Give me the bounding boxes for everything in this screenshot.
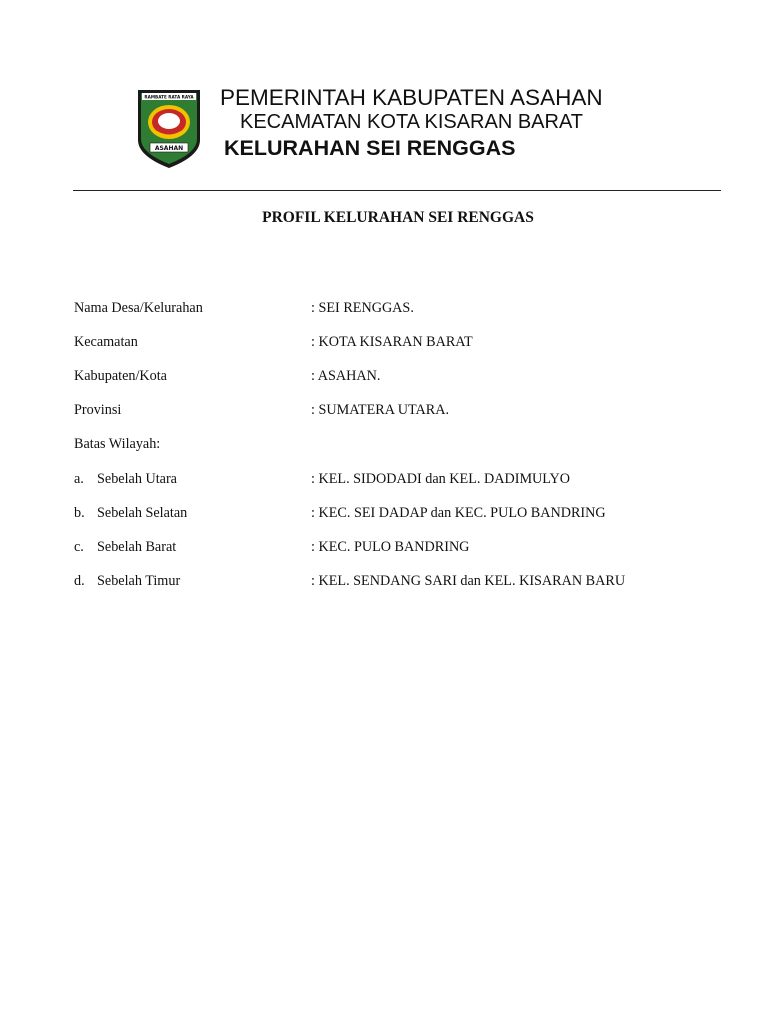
- profile-label: Provinsi: [74, 402, 122, 418]
- list-marker: a.: [74, 471, 84, 487]
- profile-label: Kecamatan: [74, 334, 138, 350]
- profile-value: : KOTA KISARAN BARAT: [311, 334, 473, 350]
- profile-value: : SUMATERA UTARA.: [311, 402, 449, 418]
- emblem-motto: RAMBATE RATA RAYA: [144, 94, 194, 100]
- profile-value: : SEI RENGGAS.: [311, 300, 414, 316]
- boundary-label: [74, 505, 187, 522]
- boundary-direction: Sebelah Selatan: [97, 505, 188, 521]
- list-marker: c.: [74, 539, 84, 555]
- boundary-direction: Sebelah Barat: [97, 539, 177, 555]
- letterhead-government: PEMERINTAH KABUPATEN ASAHAN: [220, 85, 603, 110]
- boundary-direction: Sebelah Utara: [97, 471, 177, 487]
- profile-label: Nama Desa/Kelurahan: [74, 300, 203, 316]
- boundary-label: [74, 471, 177, 488]
- profile-label: Kabupaten/Kota: [74, 368, 167, 384]
- boundary-direction: Sebelah Timur: [97, 573, 181, 589]
- boundary-label: [74, 573, 180, 590]
- boundary-label: [74, 539, 176, 556]
- asahan-regency-emblem: [136, 88, 202, 170]
- letterhead-district: KECAMATAN KOTA KISARAN BARAT: [240, 111, 584, 133]
- letterhead-village: KELURAHAN SEI RENGGAS: [224, 136, 516, 160]
- letterhead-divider: [73, 190, 721, 191]
- document-title: PROFIL KELURAHAN SEI RENGGAS: [262, 209, 534, 226]
- list-marker: d.: [74, 573, 85, 589]
- boundary-value: : KEC. SEI DADAP dan KEC. PULO BANDRING: [311, 505, 606, 521]
- profile-value: : ASAHAN.: [311, 368, 381, 384]
- boundary-value: : KEL. SIDODADI dan KEL. DADIMULYO: [311, 471, 571, 487]
- boundaries-heading: Batas Wilayah:: [74, 436, 161, 452]
- boundary-value: : KEC. PULO BANDRING: [311, 539, 470, 555]
- list-marker: b.: [74, 505, 85, 521]
- boundary-value: : KEL. SENDANG SARI dan KEL. KISARAN BARU: [311, 573, 626, 589]
- emblem-name: ASAHAN: [154, 145, 184, 152]
